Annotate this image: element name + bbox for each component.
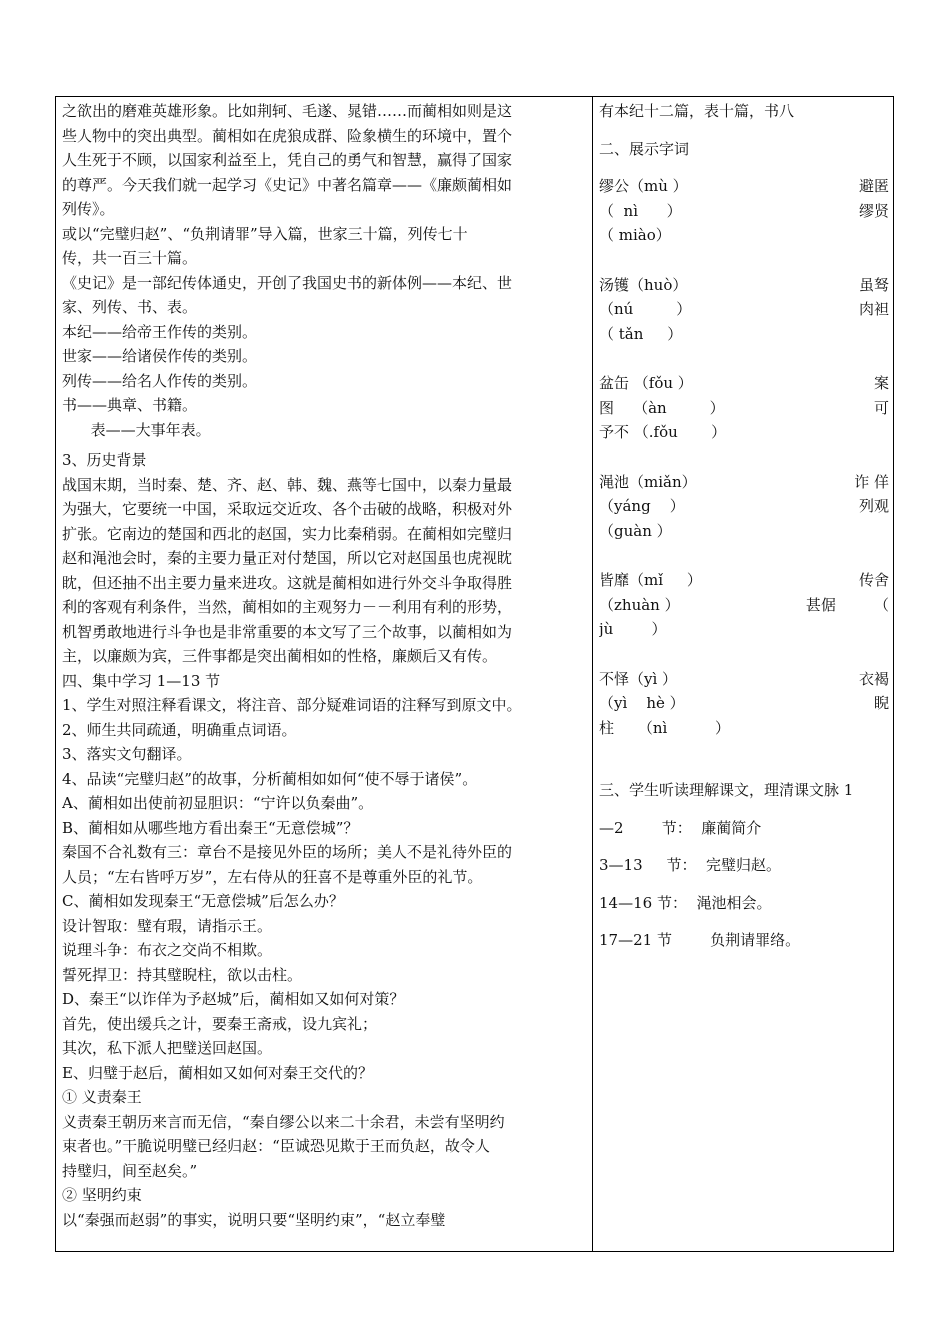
text-line: E、归璧于赵后，蔺相如又如何对秦王交代的？ [62,1063,373,1082]
vocab-left: （guàn ） [599,521,672,540]
text-line: 持璧归，间至赵矣。” [62,1161,198,1180]
outline-list [599,816,889,966]
vocab-left: （ tǎn ） [599,324,683,343]
vocab-row [599,297,889,322]
vocab-right: 肉袒 [858,300,889,318]
text-line: 4、品读“完璧归赵”的故事，分析蔺相如如何“使不辱于诸侯”。 [62,769,478,788]
vocab-right: 案 [873,374,889,392]
text-line: 表——大事年表。 [62,420,211,439]
vocab-row [599,223,889,248]
vocab-left: 渑池（miǎn） [599,472,697,491]
vocab-row [599,494,889,519]
content-table [55,96,894,1252]
text-line: C、蔺相如发现秦王“无意偿城”后怎么办？ [62,892,344,910]
text-line: 世家——给诸侯作传的类别。 [62,347,258,365]
text-line: 战国末期，当时秦、楚、齐、赵、韩、魏、燕等七国中，以秦力量最 [62,475,513,494]
text-line: 3、历史背景 [62,451,147,469]
text-line: 人生死于不顾，以国家利益至上，凭自己的勇气和智慧，赢得了国家 [62,151,513,169]
text-line: 些人物中的突出典型。蔺相如在虎狼成群、险象横生的环境中，置个 [62,126,513,145]
vocab-row [599,667,889,692]
vocab-row [599,199,889,224]
vocab-left: 图 （àn ） [599,398,725,417]
vocab-row [599,174,889,199]
vocab-row [599,470,889,495]
vocab-group [599,667,889,741]
text-line: 的尊严。今天我们就一起学习《史记》中著名篇章——《廉颇蔺相如 [62,175,513,194]
text-line: 誓死捍卫：持其璧睨柱，欲以击柱。 [62,965,303,984]
text-line: 或以“完璧归赵”、“负荆请罪”导入篇，世家三十篇，列传七十 [62,224,468,243]
text-line: 主，以廉颇为宾，三件事都是突出蔺相如的性格，廉颇后又有传。 [62,647,498,665]
text-line: ② 坚明约束 [62,1186,142,1204]
vocab-group [599,273,889,347]
outline-item: —2 节： 廉蔺简介 [599,818,762,837]
right-top-line: 有本纪十二篇，表十篇，书八 [599,102,795,120]
vocab-right: 缪贤 [858,201,889,220]
background-section [62,448,587,1232]
text-line: B、蔺相如从哪些地方看出秦王“无意偿城”？ [62,818,359,837]
vocab-right: 列观 [858,497,889,515]
vocab-row [599,396,889,421]
outline-item: 17—21 节 负荆请罪络。 [599,931,801,949]
text-line: 列传——给名人作传的类别。 [62,371,258,390]
vocab-row [599,568,889,593]
outline-heading: 三、学生听读理解课文，理清课文脉 1 [599,781,854,799]
text-line: 3、落实文句翻译。 [62,745,192,763]
text-line: 以“秦强而赵弱”的事实，说明只要“坚明约束”，“赵立奉璧 [62,1210,446,1229]
text-line: 为强大，它要统一中国，采取远交近攻、各个击破的战略，积极对外 [62,500,513,518]
vocab-left: 予不 （.fǒu ） [599,423,727,441]
text-line: 1、学生对照注释看课文，将注音、部分疑难词语的注释写到原文中。 [62,696,522,714]
text-line: D、秦王“以诈佯为予赵城”后，蔺相如又如何对策？ [62,990,405,1008]
text-line: 机智勇敢地进行斗争也是非常重要的本文写了三个故事，以蔺相如为 [62,622,513,641]
outline-item: 3—13 节： 完璧归赵。 [599,856,782,874]
vocab-row [599,691,889,716]
text-line: A、蔺相如出使前初显胆识：“宁许以负秦曲”。 [62,794,374,812]
text-line: 《史记》是一部纪传体通史，开创了我国史书的新体例——本纪、世 [62,273,513,292]
vocab-row [599,519,889,544]
vocab-left: （ nì ） [599,201,682,220]
text-line: 眈，但还抽不出主要力量来进攻。这就是蔺相如进行外交斗争取得胜 [62,573,513,592]
text-line: 书——典章、书籍。 [62,396,198,414]
vocab-list [599,174,889,765]
vocab-left: （nú ） [599,300,692,318]
text-line: 首先，使出缓兵之计，要秦王斋戒，设九宾礼； [62,1014,378,1033]
text-line: ① 义责秦王 [62,1088,142,1106]
text-line: 说理斗争：布衣之交尚不相欺。 [62,941,273,959]
text-line: 义责秦王朝历来言而无信，“秦自缪公以来二十余君，未尝有坚明约 [62,1112,505,1131]
vocab-left: jù ） [599,620,667,638]
text-line: 其次，私下派人把璧送回赵国。 [62,1039,273,1057]
text-line: 2、师生共同疏通，明确重点词语。 [62,720,297,739]
vocab-right: 虽驽 [858,275,889,294]
vocab-right: 诈 佯 [854,472,889,491]
vocab-right: 甚倨 （ [805,595,889,614]
vocab-row [599,322,889,347]
vocab-heading: 二、展示字词 [599,139,690,158]
vocab-row [599,617,889,642]
vocab-group [599,568,889,642]
text-line: 设计智取：璧有瑕，请指示王。 [62,916,273,935]
vocab-right: 睨 [873,694,889,712]
text-line: 束者也。”干脆说明璧已经归赵：“臣诚恐见欺于王而负赵，故令人 [62,1137,490,1155]
text-line: 列传》。 [62,200,115,218]
vocab-left: 皆靡（mǐ ） [599,571,702,589]
vocab-row [599,420,889,445]
vocab-left: （zhuàn ） [599,595,680,614]
vocab-group [599,174,889,248]
right-column [599,99,889,966]
text-line: 传，共一百三十篇。 [62,249,198,267]
text-line: 之欲出的磨难英雄形象。比如荆轲、毛遂、晁错……而蔺相如则是这 [62,102,513,120]
vocab-right: 可 [873,398,889,417]
text-line: 利的客观有利条件，当然，蔺相如的主观努力－－利用有利的形势， [62,598,513,616]
vocab-left: 盆缶 （fǒu ） [599,374,693,392]
text-line: 本纪——给帝王作传的类别。 [62,322,258,341]
vocab-left: 不怿（yì ） [599,669,678,688]
vocab-left: 缪公（mù ） [599,177,688,195]
vocab-group [599,470,889,544]
vocab-row [599,371,889,396]
vocab-left: （yì hè ） [599,694,685,712]
vocab-group [599,371,889,445]
column-divider [592,97,593,1251]
vocab-left: （ miào） [599,226,671,244]
text-line: 四、集中学习 1—13 节 [62,671,221,690]
left-column [62,99,587,1232]
text-line: 赵和渑池会时，秦的主要力量正对付楚国，所以它对赵国虽也虎视眈 [62,549,513,567]
vocab-right: 衣褐 [858,669,889,688]
outline-item: 14—16 节： 渑池相会。 [599,893,772,912]
vocab-row [599,593,889,618]
vocab-left: 柱 （nì ） [599,718,730,737]
vocab-left: 汤镬（huò） [599,275,688,294]
text-line: 人员；“左右皆呼万岁”，左右侍从的狂喜不是尊重外臣的礼节。 [62,867,483,886]
vocab-right: 避匿 [858,177,889,195]
intro-section [62,99,587,442]
vocab-row [599,273,889,298]
vocab-right: 传舍 [858,571,889,589]
vocab-row [599,716,889,741]
text-line: 扩张。它南边的楚国和西北的赵国，实力比秦稍弱。在蔺相如完璧归 [62,524,513,543]
text-line: 家、列传、书、表。 [62,298,198,316]
text-line: 秦国不合礼数有三：章台不是接见外臣的场所；美人不是礼待外臣的 [62,843,513,861]
vocab-left: （yáng ） [599,497,685,515]
